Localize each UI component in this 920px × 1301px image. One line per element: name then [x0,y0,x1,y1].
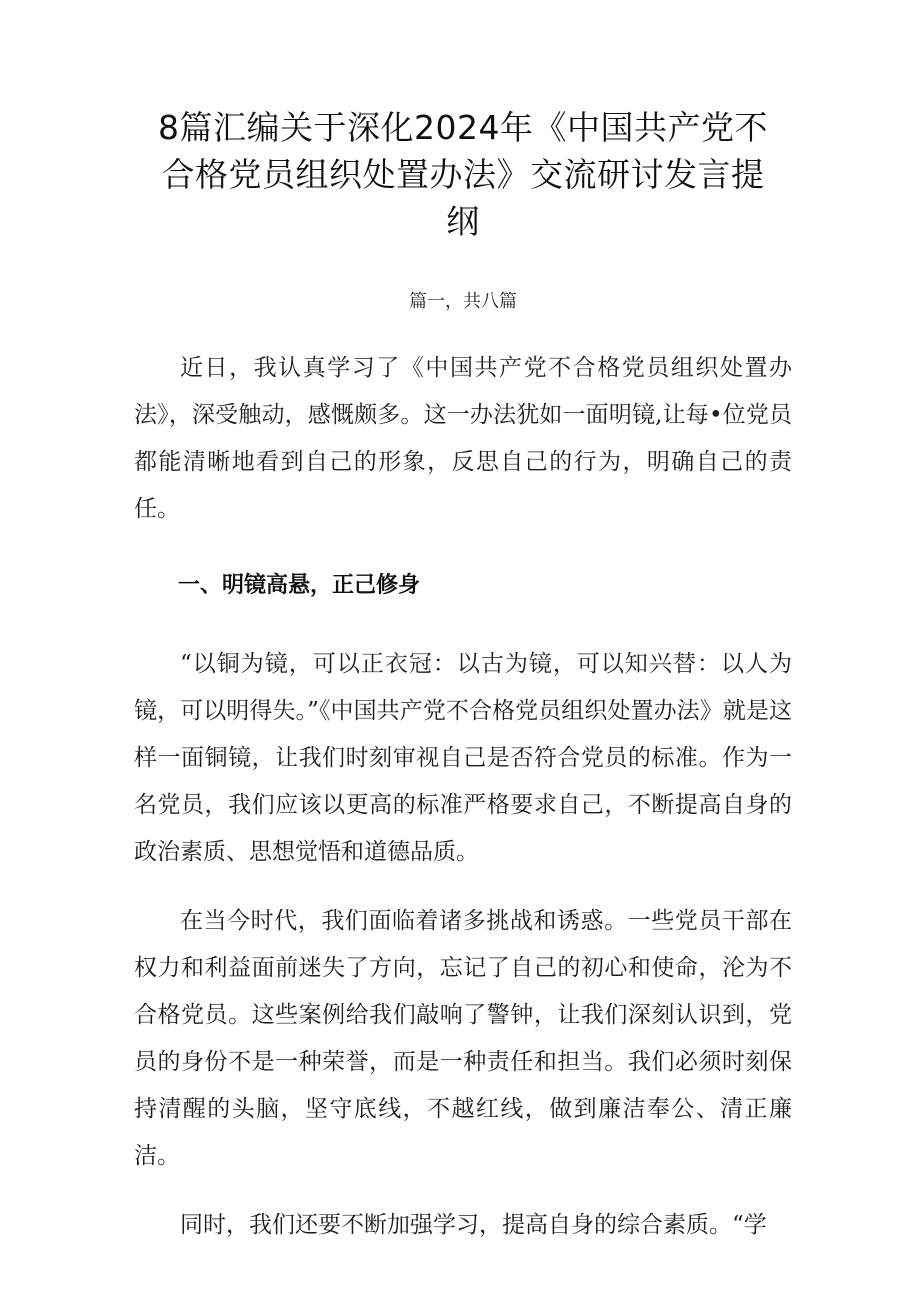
paragraph-study: 同时，我们还要不断加强学习，提高自身的综合素质。“学 [180,1212,767,1238]
paragraph-mirror-quote: “以铜为镜，可以正衣冠：以古为镜，可以知兴替：以人为镜，可以明得失。”《中国共产党不合格党员组织处置办法》就是这样一面铜镜，让我们时刻审视自己是否符合党员的标准。作为一名党员，我们应该以更高的标准严格要求自己，不断提高自身的政治素质、思想觉悟和道德品质。 [134,651,792,865]
document-title: 8篇汇编关于深化2024年《中国共产党不合格党员组织处置办法》交流研讨发言提纲 [158,108,768,241]
document-subtitle: 篇一，共八篇 [409,291,517,312]
paragraph-intro: 近日，我认真学习了《中国共产党不合格党员组织处置办法》，深受触动，感慨颇多。这一办法犹如一面明镜,让每•位党员都能清晰地看到自己的形象，反思自己的行为，明确自己的责任。 [134,355,792,522]
paragraph-challenges: 在当今时代，我们面临着诸多挑战和诱惑。一些党员干部在权力和利益面前迷失了方向，忘记了自己的初心和使命，沦为不合格党员。这些案例给我们敲响了警钟，让我们深刻认识到，党员的身份不是一种荣誉，而是一种责任和担当。我们必须时刻保持清醒的头脑，坚守底线，不越红线，做到廉洁奉公、清正廉洁。 [134,908,792,1169]
section-heading: 一、明镜高悬，正己修身 [178,573,421,598]
